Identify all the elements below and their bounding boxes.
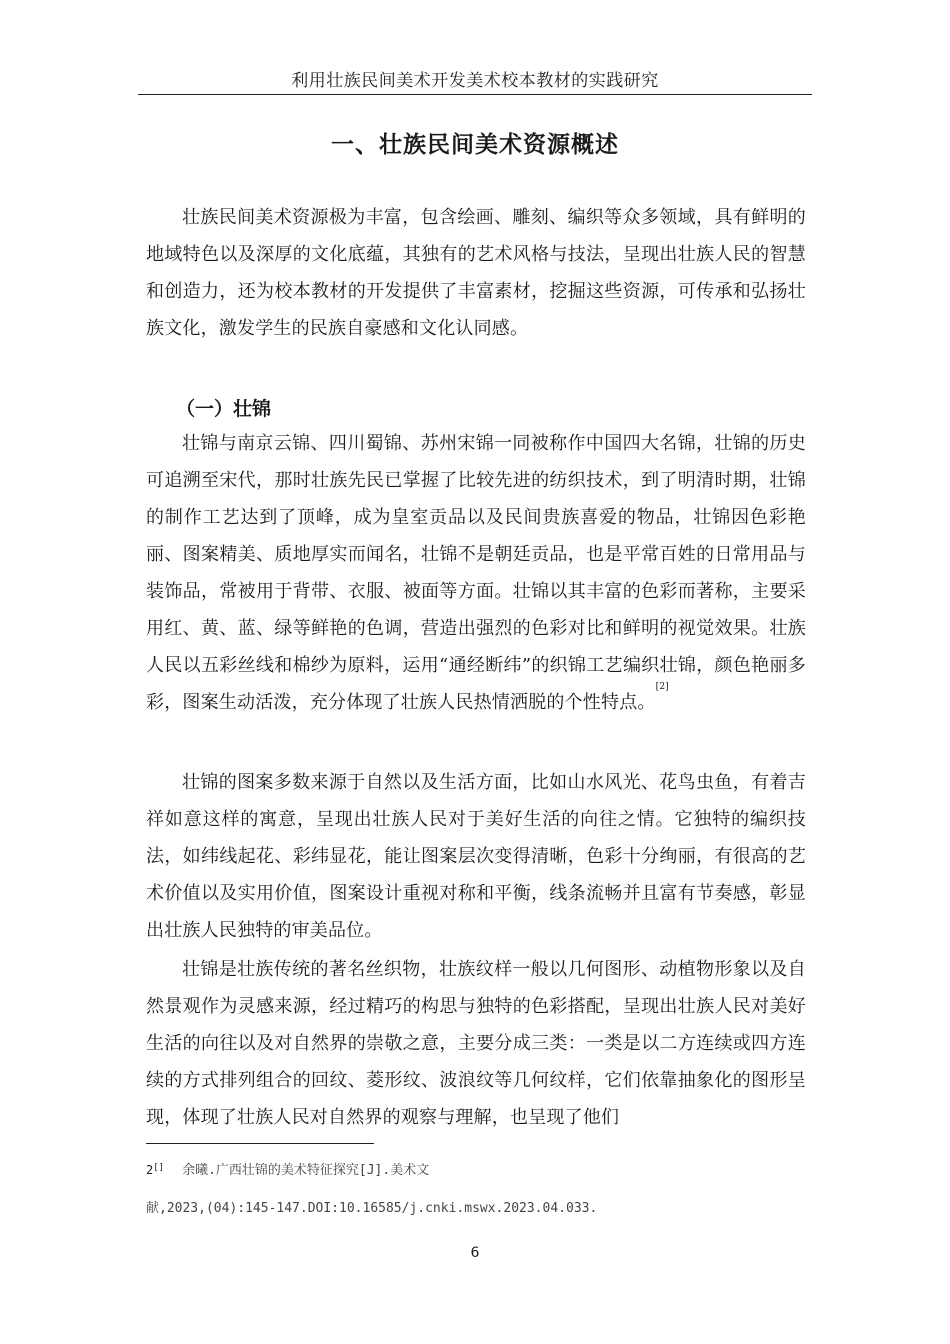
- footnote-line-2: 献,2023,(04):145-147.DOI:10.16585/j.cnki.mswx.2023.04.033.: [146, 1201, 598, 1216]
- footnote-rule: [146, 1143, 374, 1144]
- footnote-bracket: []: [153, 1163, 165, 1173]
- body-paragraph-2: 壮锦的图案多数来源于自然以及生活方面，比如山水风光、花鸟虫鱼，有着吉祥如意这样的寓意，呈现出壮族人民对于美好生活的向往之情。它独特的编织技法，如纬线起花、彩纬显花，能让图案层次变得清晰，色彩十分绚丽，有很高的艺术价值以及实用价值，图案设计重视对称和平衡，线条流畅并且富有节奏感，彰显出壮族人民独特的审美品位。: [146, 772, 806, 941]
- body-paragraph-1: [146, 425, 806, 721]
- intro-paragraph: 壮族民间美术资源极为丰富，包含绘画、雕刻、编织等众多领域，具有鲜明的地域特色以及深厚的文化底蕴，其独有的艺术风格与技法，呈现出壮族人民的智慧和创造力，还为校本教材的开发提供了丰富素材，挖掘这些资源，可传承和弘扬壮族文化，激发学生的民族自豪感和文化认同感。: [146, 207, 806, 339]
- page-number: 6: [470, 1245, 480, 1261]
- running-header: 利用壮族民间美术开发美术校本教材的实践研究: [291, 71, 659, 91]
- body-paragraph-3: 壮锦是壮族传统的著名丝织物，壮族纹样一般以几何图形、动植物形象以及自然景观作为灵感来源，经过精巧的构思与独特的色彩搭配，呈现出壮族人民对美好生活的向往以及对自然界的崇敬之意，主要分成三类：一类是以二方连续或四方连续的方式排列组合的回纹、菱形纹、波浪纹等几何纹样，它们依靠抽象化的图形呈现，体现了壮族人民对自然界的观察与理解，也呈现了他们: [146, 959, 806, 1128]
- footnote: [146, 1151, 806, 1228]
- footnote-line-1: [146, 1151, 806, 1190]
- footnote-mark: [146, 1163, 164, 1177]
- header-rule: [138, 94, 812, 95]
- chapter-title: 一、壮族民间美术资源概述: [331, 132, 619, 158]
- footnote-text-1: 余曦.广西壮锦的美术特征探究[J].美术文: [182, 1163, 430, 1178]
- citation-mark[interactable]: [2]: [655, 682, 669, 692]
- paragraph-text: 壮锦与南京云锦、四川蜀锦、苏州宋锦一同被称作中国四大名锦，壮锦的历史可追溯至宋代，那时壮族先民已掌握了比较先进的纺织技术，到了明清时期，壮锦的制作工艺达到了顶峰，成为皇室贡品以及民间贵族喜爱的物品，壮锦因色彩艳丽、图案精美、质地厚实而闻名，壮锦不是朝廷贡品，也是平常百姓的日常用品与装饰品，常被用于背带、衣服、被面等方面。壮锦以其丰富的色彩而著称，主要采用红、黄、蓝、绿等鲜艳的色调，营造出强烈的色彩对比和鲜明的视觉效果。壮族人民以五彩丝线和棉纱为原料，运用“通经断纬”的织锦工艺编织壮锦，颜色艳丽多彩，图案生动活泼，充分体现了壮族人民热情洒脱的个性特点。: [146, 433, 806, 713]
- footnote-number: 2: [146, 1163, 154, 1177]
- section-heading: （一）壮锦: [176, 398, 272, 420]
